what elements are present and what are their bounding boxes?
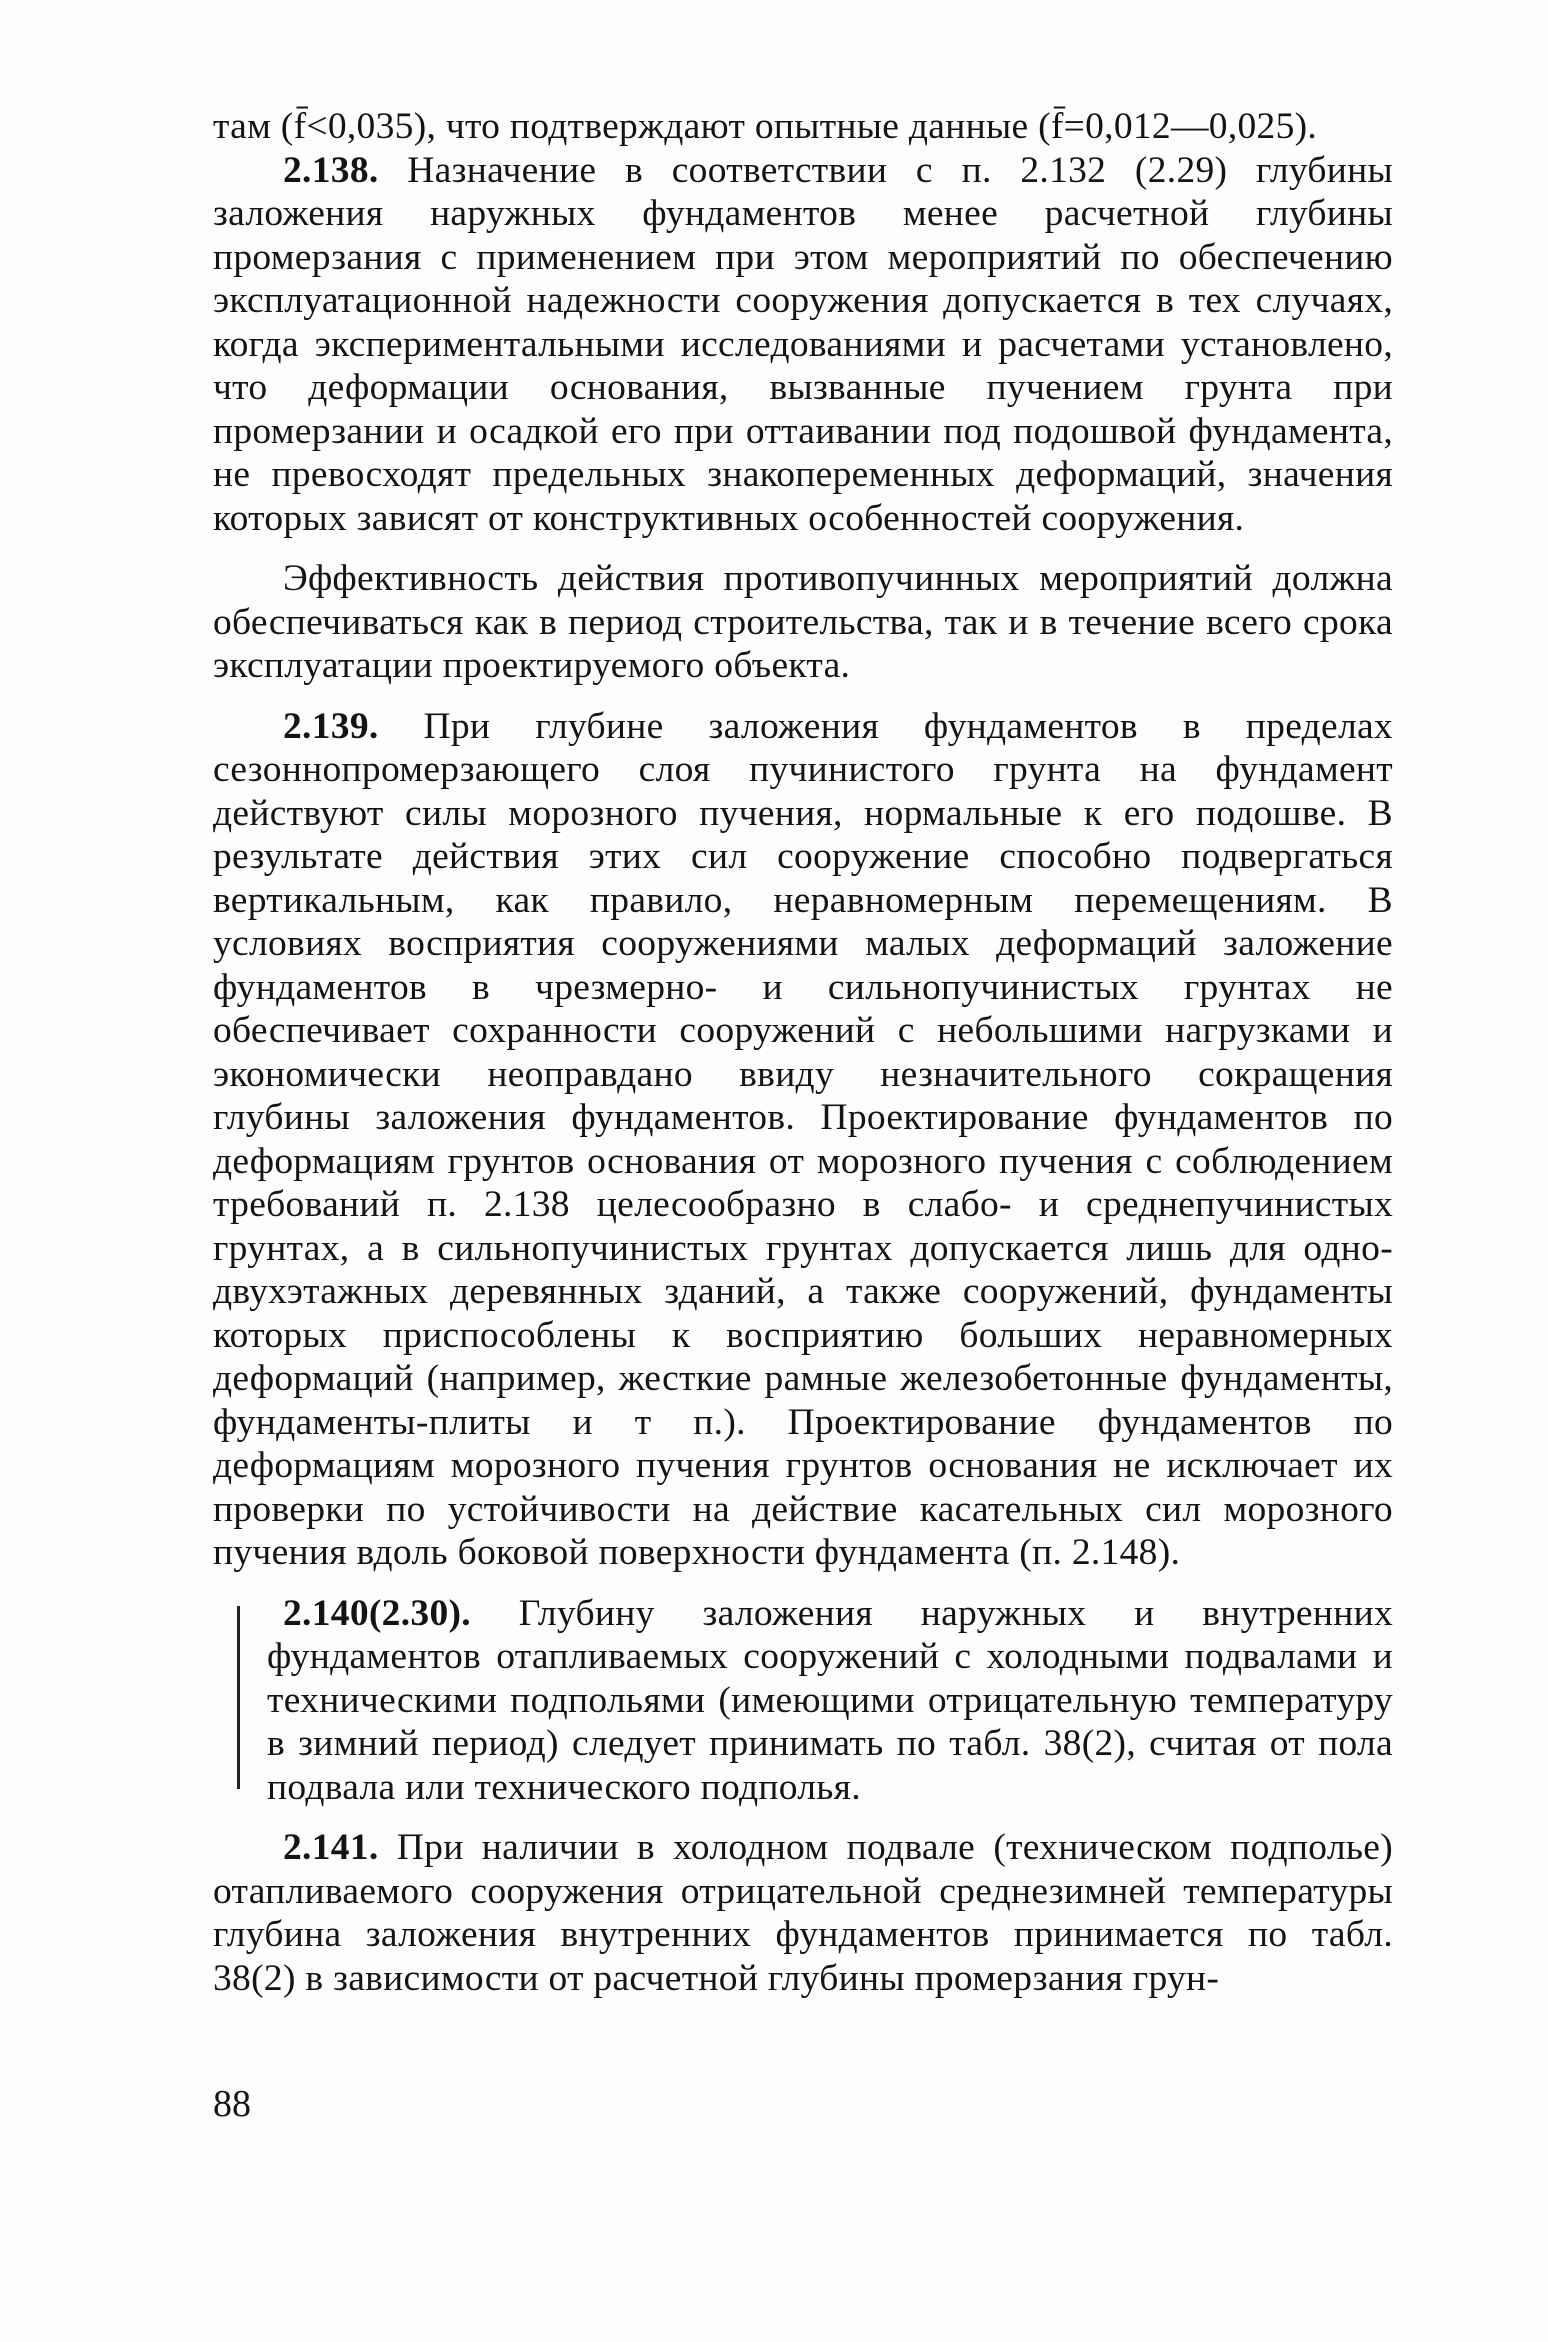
change-bar [237, 1606, 240, 1790]
paragraph-number: 2.140(2.30). [283, 1592, 471, 1634]
paragraph-2-138 [213, 149, 1393, 541]
paragraph-text: При глубине заложения фундаментов в пределах сезоннопромерзающего слоя пучинистого грунта на фундамент действуют силы морозного пучения, нормальные к его подошве. В результате действия этих сил сооружение способно подвергаться вертикальным, как правило, неравномерным перемещениям. В условиях восприятия сооружениями малых деформаций заложение фундаментов в чрезмерно- и сильнопучинистых грунтах не обеспечивает сохранности сооружений с небольшими нагрузками и экономически неоправдано ввиду незначительного сокращения глубины заложения фундаментов. Проектирование фундаментов по деформациям грунтов основания от морозного пучения с соблюдением требований п. 2.138 целесообразно в слабо- и среднепучинистых грунтах, а в сильнопучинистых грунтах допускается лишь для одно-двухэтажных деревянных зданий, а также сооружений, фундаменты которых приспособлены к восприятию больших неравномерных деформаций (например, жесткие рамные железобетонные фундаменты, фундаменты-плиты и т п.). Проектирование фундаментов по деформациям морозного пучения грунтов основания не исключает их проверки по устойчивости на действие касательных сил морозного пучения вдоль боковой поверхности фундамента (п. 2.148). [213, 705, 1393, 1573]
paragraph-2-141 [213, 1826, 1393, 2000]
paragraph-2-139 [213, 705, 1393, 1575]
body-text [213, 105, 1393, 2000]
paragraph-number: 2.139. [283, 705, 379, 747]
paragraph-effectiveness [213, 557, 1393, 688]
paragraph-text: Назначение в соответствии с п. 2.132 (2.29) глубины заложения наружных фундаментов менее расчетной глубины промерзания с применением при этом мероприятий по обеспечению эксплуатационной надежности сооружения допускается в тех случаях, когда экспериментальными исследованиями и расчетами установлено, что деформации основания, вызванные пучением грунта при промерзании и осадкой его при оттаивании под подошвой фундамента, не превосходят предельных знакопеременных деформаций, значения которых зависят от конструктивных особенностей сооружения. [213, 149, 1393, 539]
paragraph-text: Глубину заложения наружных и внутренних фундаментов отапливаемых сооружений с холодными подвалами и техническими подпольями (имеющими отрицательную температуру в зимний период) следует принимать по табл. 38(2), считая от пола подвала или технического подполья. [267, 1592, 1393, 1808]
paragraph-number: 2.138. [283, 149, 379, 191]
page-number: 88 [213, 2083, 251, 2125]
paragraph-text: Эффективность действия противопучинных мероприятий должна обеспечиваться как в период строительства, так и в течение всего срока эксплуатации проектируемого объекта. [213, 558, 1393, 686]
paragraph-2-140 [267, 1592, 1393, 1810]
paragraph-number: 2.141. [283, 1827, 379, 1868]
paragraph-text: там (f̄<0,035), что подтверждают опытные данные (f̄=0,012—0,025). [213, 106, 1318, 147]
paragraph-text: При наличии в холодном подвале (техническом подполье) отапливаемого сооружения отрицательной среднезимней температуры глубина заложения внутренних фундаментов принимается по табл. 38(2) в зависимости от расчетной глубины промерзания грун- [213, 1827, 1393, 1999]
paragraph-continuation [213, 105, 1393, 149]
